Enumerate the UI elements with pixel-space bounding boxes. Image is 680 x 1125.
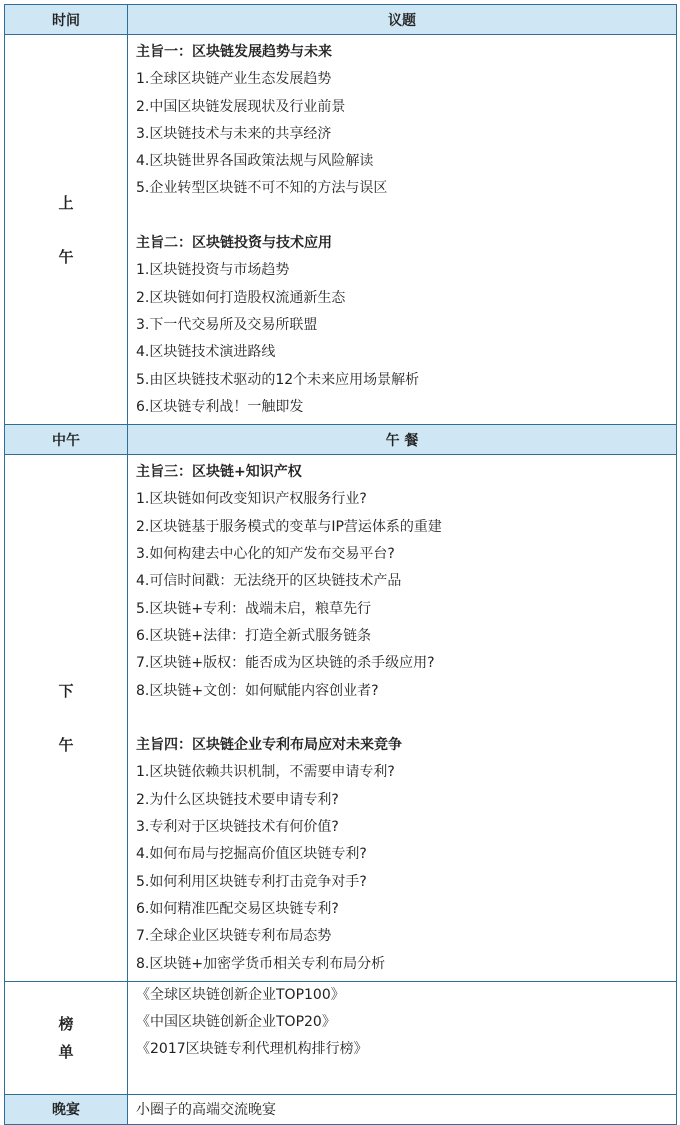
rankings-label-char: 单 [58,1042,74,1061]
agenda-item: 2.区块链基于服务模式的变革与IP营运体系的重建 [136,518,442,535]
noon-topic-cell: 午 餐 [128,425,677,455]
spacer [136,203,676,230]
agenda-item: 5.由区块链技术驱动的12个未来应用场景解析 [136,371,420,388]
agenda-item: 1.区块链依赖共识机制，不需要申请专利? [136,764,395,781]
rankings-time-cell [5,981,128,1094]
theme-4-title: 主旨四：区块链企业专利布局应对未来竞争 [136,737,402,754]
morning-row [5,35,677,425]
afternoon-row [5,455,677,982]
spacer [136,1064,676,1091]
theme-2-title: 主旨二：区块链投资与技术应用 [136,235,332,252]
agenda-item: 6.如何精准匹配交易区块链专利? [136,900,339,917]
afternoon-label-char: 下 [58,681,74,700]
spacer [136,705,676,732]
header-row [5,5,677,35]
agenda-item: 4.区块链技术演进路线 [136,344,276,361]
theme-3-title: 主旨三：区块链+知识产权 [136,464,302,481]
dinner-row [5,1094,677,1124]
agenda-item: 6.区块链+法律：打造全新式服务链条 [136,627,372,644]
agenda-item: 2.区块链如何打造股权流通新生态 [136,289,346,306]
rankings-row [5,981,677,1094]
agenda-item: 7.区块链+版权：能否成为区块链的杀手级应用? [136,655,435,672]
dinner-time-cell: 晚宴 [5,1094,128,1124]
ranking-item: 《全球区块链创新企业TOP100》 [136,986,345,1003]
agenda-item: 4.可信时间戳：无法绕开的区块链技术产品 [136,573,402,590]
noon-time-cell: 中午 [5,425,128,455]
noon-row [5,425,677,455]
agenda-item: 6.区块链专利战！一触即发 [136,398,304,415]
schedule-table [4,4,677,1125]
morning-agenda [128,35,677,425]
agenda-item: 5.如何利用区块链专利打击竞争对手? [136,873,367,890]
afternoon-label-char: 午 [58,735,74,754]
agenda-item: 1.全球区块链产业生态发展趋势 [136,71,332,88]
theme-1-title: 主旨一：区块链发展趋势与未来 [136,44,332,60]
dinner-topic-cell: 小圈子的高端交流晚宴 [128,1094,677,1124]
afternoon-agenda [128,455,677,982]
agenda-item: 4.如何布局与挖掘高价值区块链专利? [136,846,367,863]
agenda-item: 3.如何构建去中心化的知产发布交易平台? [136,546,395,563]
agenda-item: 5.区块链+专利：战端未启，粮草先行 [136,600,372,617]
agenda-item: 2.为什么区块链技术要申请专利? [136,791,339,808]
agenda-item: 3.专利对于区块链技术有何价值? [136,819,339,836]
agenda-item: 1.区块链如何改变知识产权服务行业? [136,491,367,508]
morning-label-char: 上 [58,193,74,212]
agenda-item: 8.区块链+加密学货币相关专利布局分析 [136,955,386,972]
topic-column-header: 议题 [128,5,677,35]
time-column-header: 时间 [5,5,128,35]
ranking-item: 《中国区块链创新企业TOP20》 [136,1014,336,1031]
agenda-item: 5.企业转型区块链不可不知的方法与误区 [136,180,388,197]
agenda-item: 1.区块链投资与市场趋势 [136,262,290,279]
agenda-item: 3.区块链技术与未来的共享经济 [136,125,332,142]
rankings-list [128,981,677,1094]
rankings-label-char: 榜 [58,1014,74,1033]
morning-time-cell [5,35,128,425]
agenda-item: 3.下一代交易所及交易所联盟 [136,316,318,333]
agenda-item: 8.区块链+文创：如何赋能内容创业者? [136,682,379,699]
afternoon-time-cell [5,455,128,982]
morning-label-char: 午 [58,247,74,266]
agenda-item: 4.区块链世界各国政策法规与风险解读 [136,153,374,170]
agenda-item: 7.全球企业区块链专利布局态势 [136,928,332,945]
ranking-item: 《2017区块链专利代理机构排行榜》 [136,1041,368,1058]
agenda-item: 2.中国区块链发展现状及行业前景 [136,98,346,115]
